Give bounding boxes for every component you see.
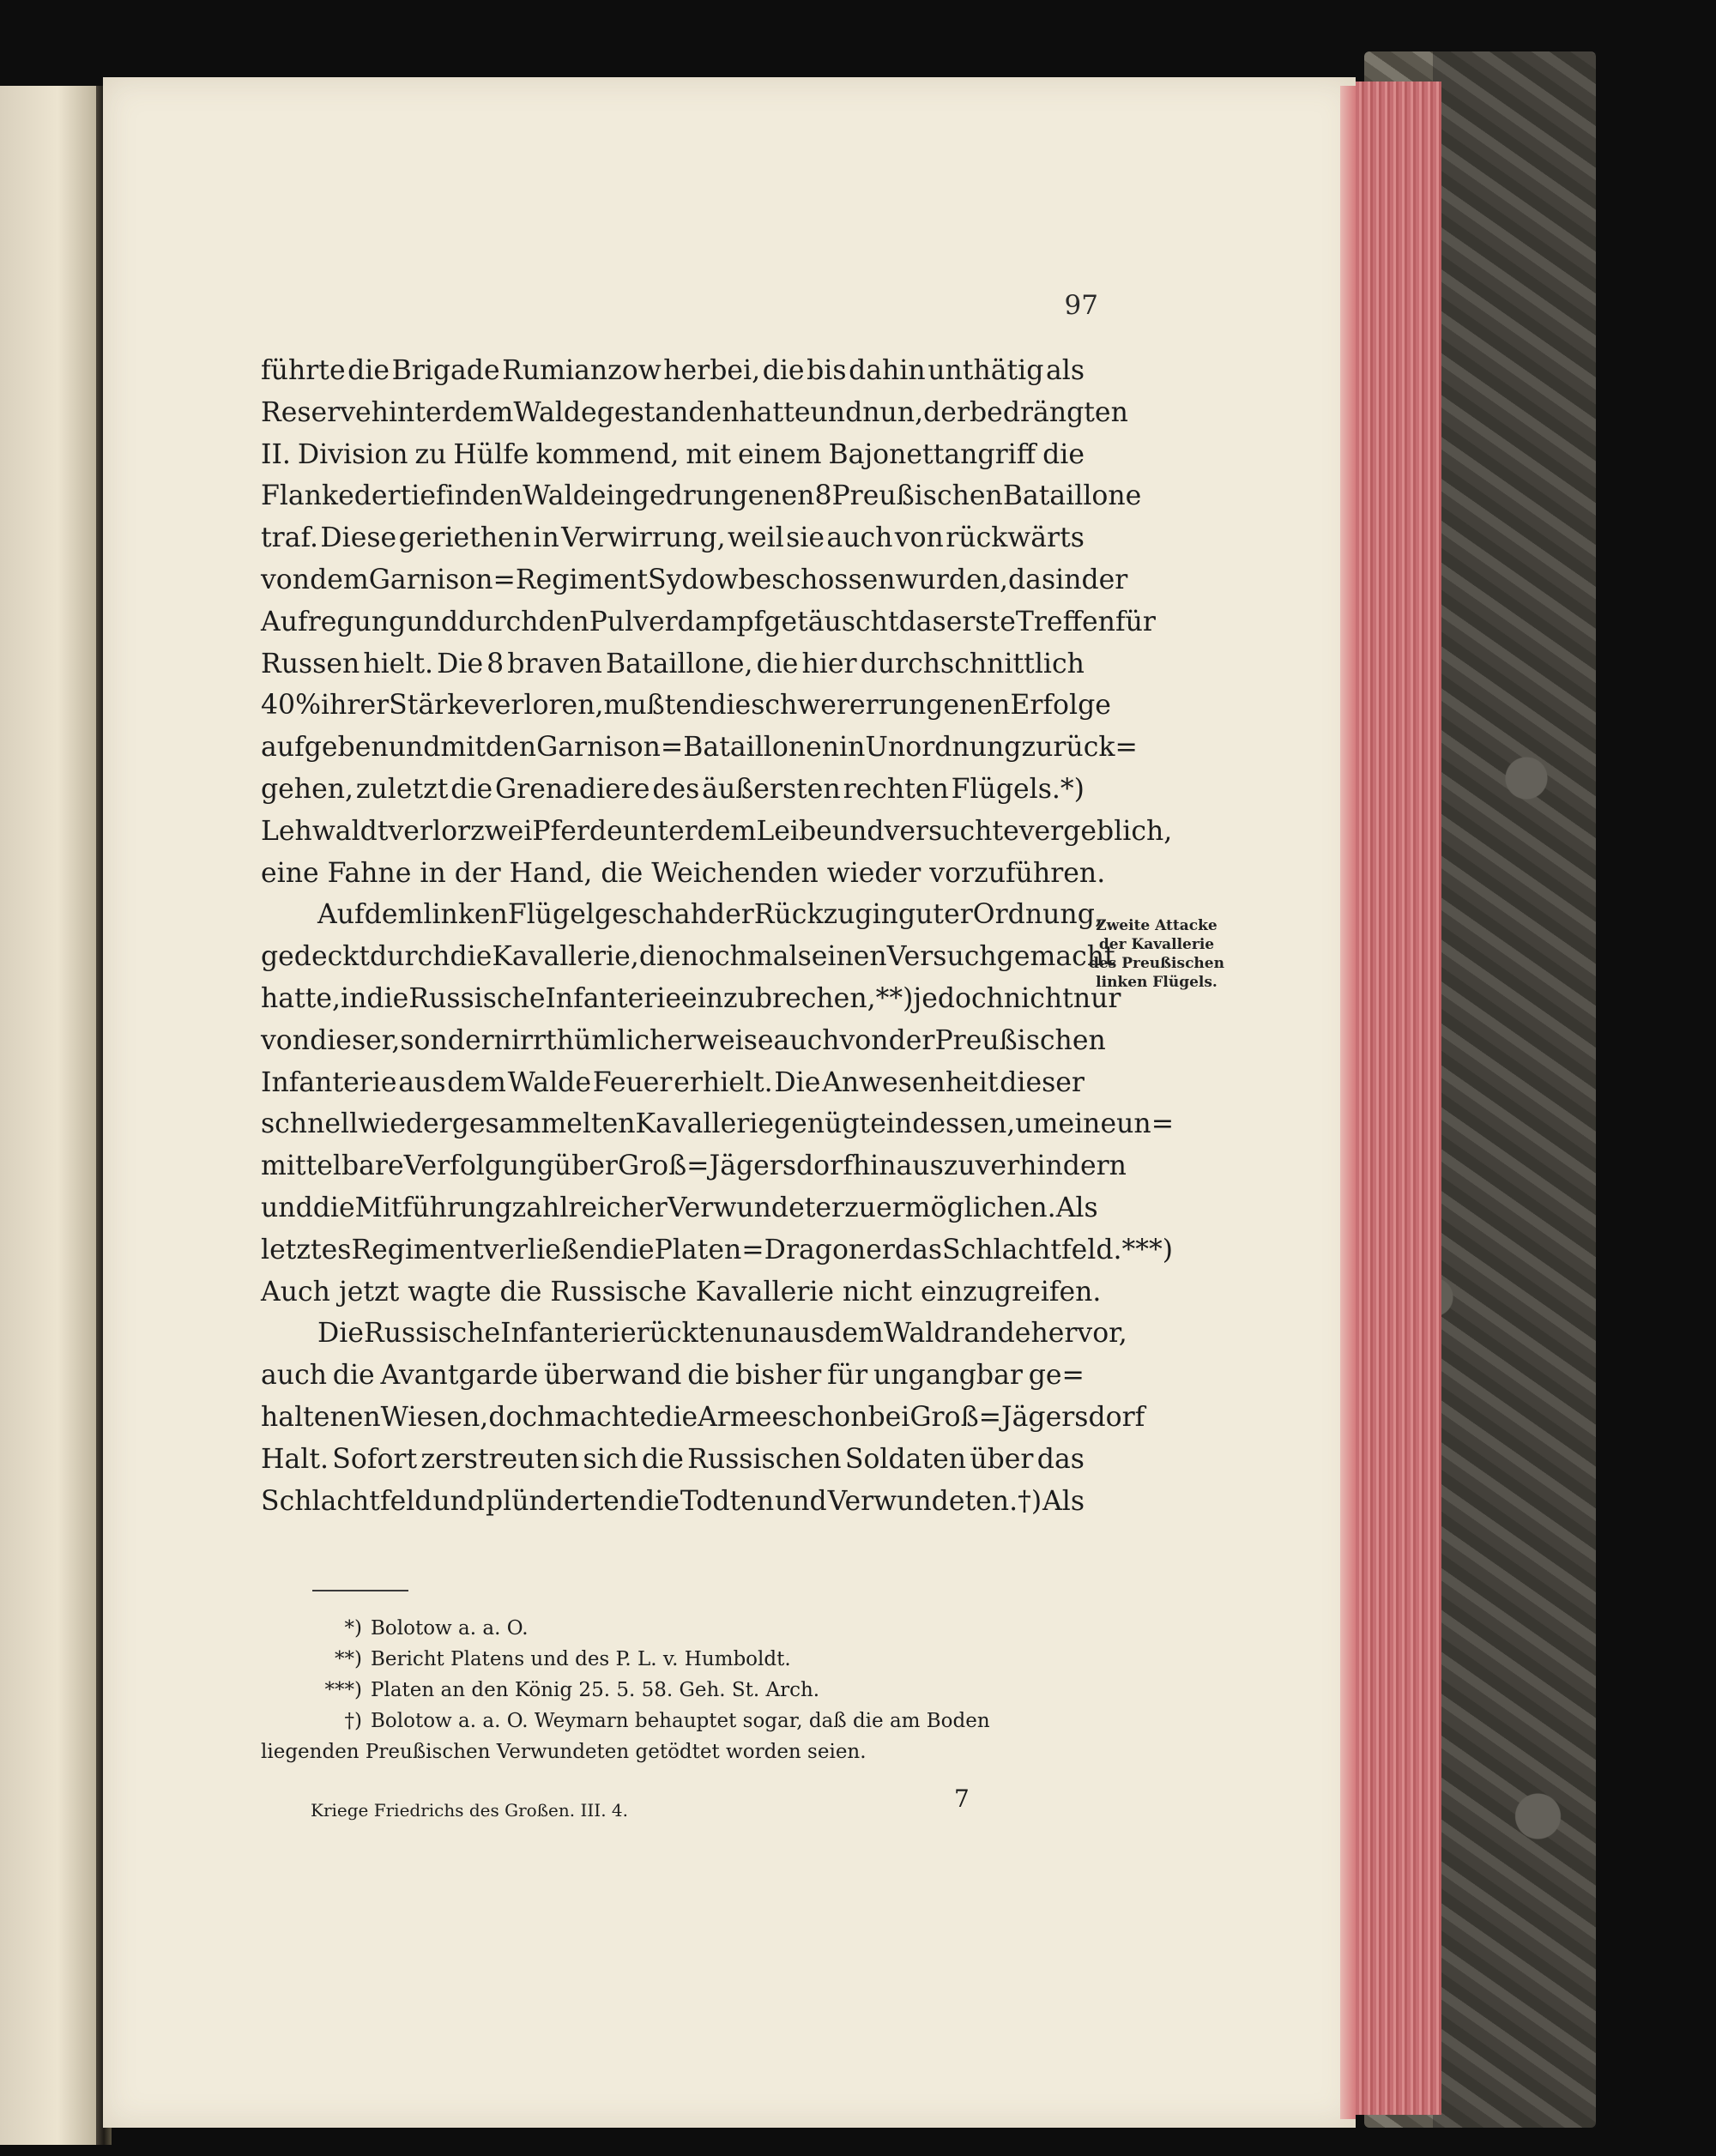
footnote <box>261 1706 1085 1736</box>
text-line: Schlachtfeld und plünderten die Todten und Verwundeten.†) Als <box>261 1485 1085 1517</box>
footnote <box>261 1644 1085 1675</box>
footnote-text: Bolotow a. a. O. <box>371 1617 529 1640</box>
footnote-text: Platen an den König 25. 5. 58. Geh. St. Arch. <box>371 1679 820 1701</box>
marginal-note-line: des Preußischen <box>1089 955 1224 972</box>
footnote-mark: **) <box>335 1648 362 1670</box>
text-line: Aufregung und durch den Pulverdampf getäuscht das erste Treffen für <box>261 606 1156 637</box>
text-line: eine Fahne in der Hand, die Weichenden wieder vorzuführen. <box>261 857 1106 889</box>
footnote <box>261 1613 1085 1644</box>
page-number: 97 <box>1064 290 1098 321</box>
footnote-rule <box>312 1590 408 1591</box>
text-line: Die Russische Infanterie rückte nun aus dem Waldrande hervor, <box>317 1318 1127 1350</box>
footnote-mark: ***) <box>324 1679 362 1701</box>
footnote-text: liegenden Preußischen Verwundeten getödtet worden seien. <box>261 1741 867 1763</box>
cover-spine-shadow <box>1433 51 1596 2128</box>
sheet-number: 7 <box>954 1785 970 1813</box>
text-line: Lehwaldt verlor zwei Pferde unter dem Leibe und versuchte vergeblich, <box>261 815 1173 847</box>
footnote-text: Bolotow a. a. O. Weymarn behauptet sogar, daß die am Boden <box>371 1710 990 1732</box>
text-line: gedeckt durch die Kavallerie, die nochmals einen Versuch gemacht <box>261 941 1115 973</box>
paragraph-3 <box>261 1313 1145 1522</box>
footnote-continuation <box>261 1736 1085 1767</box>
text-line: mittelbare Verfolgung über Groß=Jägersdorf hinaus zu verhindern <box>261 1150 1127 1182</box>
text-line: gehen, zuletzt die Grenadiere des äußersten rechten Flügels.*) <box>261 773 1085 805</box>
text-line: Reserve hinter dem Walde gestanden hatte und nun, der bedrängten <box>261 396 1128 428</box>
text-line: traf. Diese geriethen in Verwirrung, weil sie auch von rückwärts <box>261 522 1085 554</box>
text-line: Infanterie aus dem Walde Feuer erhielt. Die Anwesenheit dieser <box>261 1066 1085 1098</box>
footnote-mark: *) <box>344 1617 362 1640</box>
text-line: Auch jetzt wagte die Russische Kavallerie nicht einzugreifen. <box>261 1276 1102 1307</box>
footnote <box>261 1675 1085 1706</box>
footnote-text: Bericht Platens und des P. L. v. Humboldt. <box>371 1648 791 1670</box>
text-line: letztes Regiment verließen die Platen=Dragoner das Schlachtfeld.***) <box>261 1234 1174 1265</box>
left-page-edge <box>0 86 96 2145</box>
text-line: und die Mitführung zahlreicher Verwundeter zu ermöglichen. Als <box>261 1192 1098 1223</box>
text-line: 40 % ihrer Stärke verloren, mußten die schwer errungenen Erfolge <box>261 690 1111 722</box>
text-line: aufgeben und mit den Garnison=Bataillonen in Unordnung zurück= <box>261 732 1138 764</box>
text-line: auch die Avantgarde überwand die bisher für ungangbar ge= <box>261 1360 1085 1392</box>
text-line: von dieser, sondern irrthümlicherweise auch von der Preußischen <box>261 1024 1106 1056</box>
marginal-note-line: linken Flügels. <box>1096 974 1218 991</box>
text-line: Halt. Sofort zerstreuten sich die Russischen Soldaten über das <box>261 1443 1085 1475</box>
text-line: Russen hielt. Die 8 braven Bataillone, die hier durchschnittlich <box>261 648 1085 679</box>
signature-line: Kriege Friedrichs des Großen. III. 4. <box>311 1800 628 1821</box>
paragraph-1 <box>261 350 1173 894</box>
text-line: haltenen Wiesen, doch machte die Armee schon bei Groß=Jägersdorf <box>261 1401 1145 1433</box>
page-red-edge <box>1340 86 1356 2119</box>
text-line: hatte, in die Russische Infanterie einzubrechen,**) jedoch nicht nur <box>261 982 1121 1014</box>
marginal-note-line: Zweite Attacke <box>1096 917 1218 934</box>
text-line: Auf dem linken Flügel geschah der Rückzug in guter Ordnung, <box>317 899 1103 931</box>
marginal-note <box>1088 916 1225 992</box>
text-line: II. Division zu Hülfe kommend, mit einem Bajonettangriff die <box>261 438 1085 470</box>
text-line: von dem Garnison=Regiment Sydow beschossen wurden, das in der <box>261 564 1128 595</box>
text-line: schnell wiedergesammelten Kavallerie genügte indessen, um eine un= <box>261 1108 1175 1140</box>
text-line: Flanke der tief in den Wald eingedrungenen 8 Preußischen Bataillone <box>261 480 1142 512</box>
footnote-mark: †) <box>344 1710 362 1732</box>
marginal-note-line: der Kavallerie <box>1098 936 1215 953</box>
text-line: führte die Brigade Rumianzow herbei, die bis dahin unthätig als <box>261 355 1085 386</box>
footnotes <box>261 1613 1085 1767</box>
